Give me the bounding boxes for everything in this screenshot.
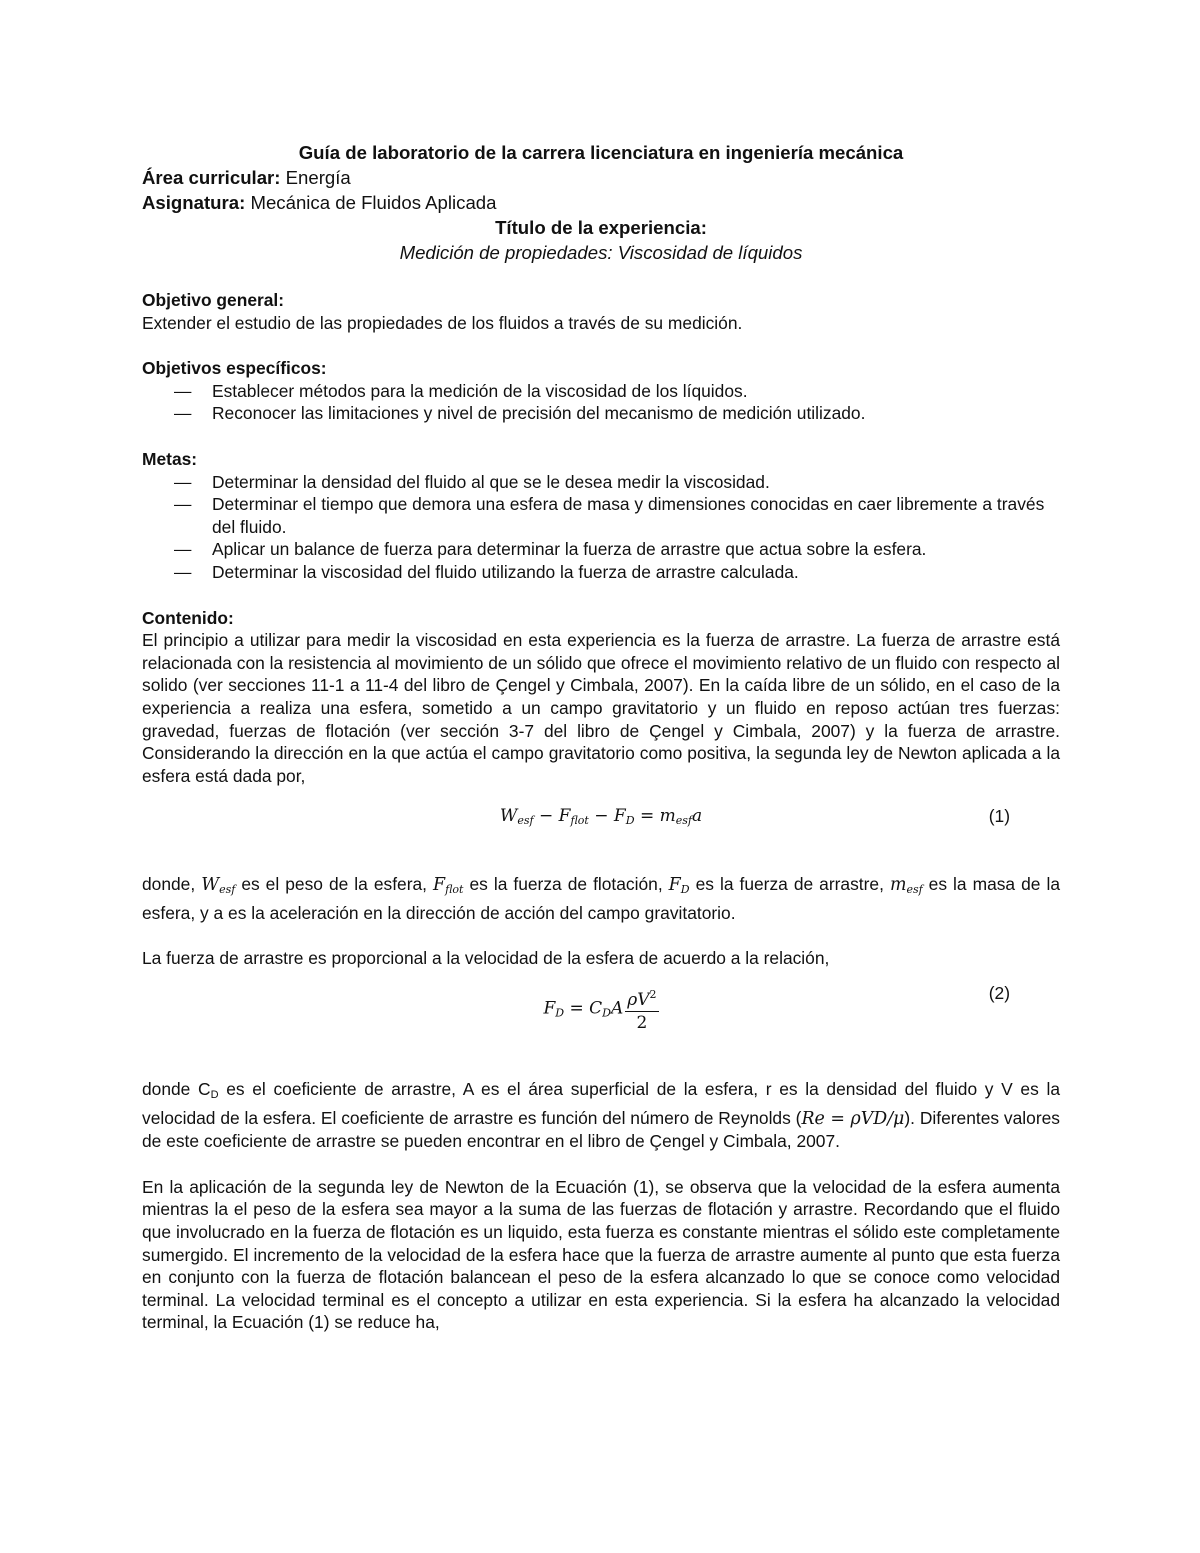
- subject-line: [142, 190, 1060, 215]
- list-item: — Establecer métodos para la medición de la viscosidad de los líquidos.: [142, 380, 1060, 403]
- equation-1-formula: $W_{esf} - F_{flot} - F_D = m_{esf}a$: [499, 806, 703, 828]
- goals-list: [142, 471, 1060, 584]
- content-paragraph-2: donde, $W_{esf}$ es el peso de la esfera, $F_{flot}$ es la fuerza de flotación, $F_D$ es la fuerza de arrastre, $m_{esf}$ es la masa de la esfera, y a es la aceleración en la dirección de acción del campo gravitatorio.: [142, 874, 1060, 923]
- experience-label: Título de la experiencia:: [495, 217, 707, 238]
- area-line: [142, 165, 1060, 190]
- experience-title: Medición de propiedades: Viscosidad de líquidos: [399, 242, 803, 263]
- equation-2-number: (2): [988, 983, 1010, 1004]
- content-paragraph-1: El principio a utilizar para medir la viscosidad en esta experiencia es la fuerza de arrastre. La fuerza de arrastre está relacionada con la resistencia al movimiento de un sólido que ofrece el movimiento relativo de un fluido con respecto al solido (ver secciones 11-1 a 11-4 del libro de Çengel y Cimbala, 2007). En la caída libre de un sólido, en el caso de la experiencia a realiza una esfera, sometido a un campo gravitatorio y un fluido en reposo actúan tres fuerzas: gravedad, fuerzas de flotación (ver sección 3-7 del libro de Çengel y Cimbala, 2007) y la fuerza de arrastre. Considerando la dirección en la que actúa el campo gravitatorio como positiva, la segunda ley de Newton aplicada a la esfera está dada por,: [142, 630, 1060, 786]
- content-paragraph-5: En la aplicación de la segunda ley de Newton de la Ecuación (1), se observa que la velocidad de la esfera aumenta mientras la el peso de la esfera sea mayor a la suma de las fuerzas de flotación y arrastre. Recordando que el fluido que involucrado en la fuerza de flotación es un liquido, esta fuerza es constante mientras el sólido este completamente sumergido. El incremento de la velocidad de la esfera hace que la fuerza de arrastre aumente al punto que esta fuerza en conjunto con la fuerza de flotación balancean el peso de la esfera alcanzado lo que se conoce como velocidad terminal. La velocidad terminal es el concepto a utilizar en esta experiencia. Si la esfera ha alcanzado la velocidad terminal, la Ecuación (1) se reduce ha,: [142, 1176, 1060, 1333]
- specific-objectives-heading: Objetivos específicos:: [142, 358, 327, 379]
- list-item: — Reconocer las limitaciones y nivel de precisión del mecanismo de medición utilizado.: [142, 402, 1060, 425]
- document-title: Guía de laboratorio de la carrera licenciatura en ingeniería mecánica: [298, 142, 904, 163]
- equation-1-number: (1): [988, 806, 1010, 827]
- goals-heading: Metas:: [142, 448, 198, 469]
- area-label: Área curricular:: [142, 167, 281, 188]
- list-item: — Determinar la densidad del fluido al que se le desea medir la viscosidad.: [142, 471, 1060, 494]
- equation-2: [142, 980, 1060, 1066]
- equation-2-fraction: $\frac{\rho V^2}{2}$: [625, 984, 658, 1034]
- content-heading: Contenido:: [142, 607, 234, 628]
- subject-label: Asignatura:: [142, 192, 246, 213]
- list-item: — Determinar el tiempo que demora una esfera de masa y dimensiones conocidas en caer libremente a través del fluido.: [142, 493, 1060, 538]
- equation-2-formula: $F_D = C_DA$ $\frac{\rho V^2}{2}$: [142, 984, 1060, 1034]
- specific-objectives-list: [142, 380, 1060, 425]
- list-item: — Determinar la viscosidad del fluido utilizando la fuerza de arrastre calculada.: [142, 561, 1060, 584]
- content-paragraph-4: donde $C_D$ es el coeficiente de arrastre, A es el área superficial de la esfera, r es la densidad del fluido y V es la velocidad de la esfera. El coeficiente de arrastre es función del número de Reynolds (Re = ρVD/μ). Diferentes valores de este coeficiente de arrastre se pueden encontrar en el libro de Çengel y Cimbala, 2007.: [142, 1079, 1060, 1152]
- general-objective-heading: Objetivo general:: [142, 290, 285, 310]
- list-item: — Aplicar un balance de fuerza para determinar la fuerza de arrastre que actua sobre la esfera.: [142, 538, 1060, 561]
- general-objective-text: Extender el estudio de las propiedades de los fluidos a través de su medición.: [142, 312, 743, 333]
- content-paragraph-3: La fuerza de arrastre es proporcional a la velocidad de la esfera de acuerdo a la relación,: [142, 948, 830, 969]
- subject-value: Mecánica de Fluidos Aplicada: [245, 192, 497, 213]
- document-page: [142, 140, 1060, 1334]
- equation-1: [142, 797, 1060, 863]
- area-value: Energía: [280, 167, 351, 188]
